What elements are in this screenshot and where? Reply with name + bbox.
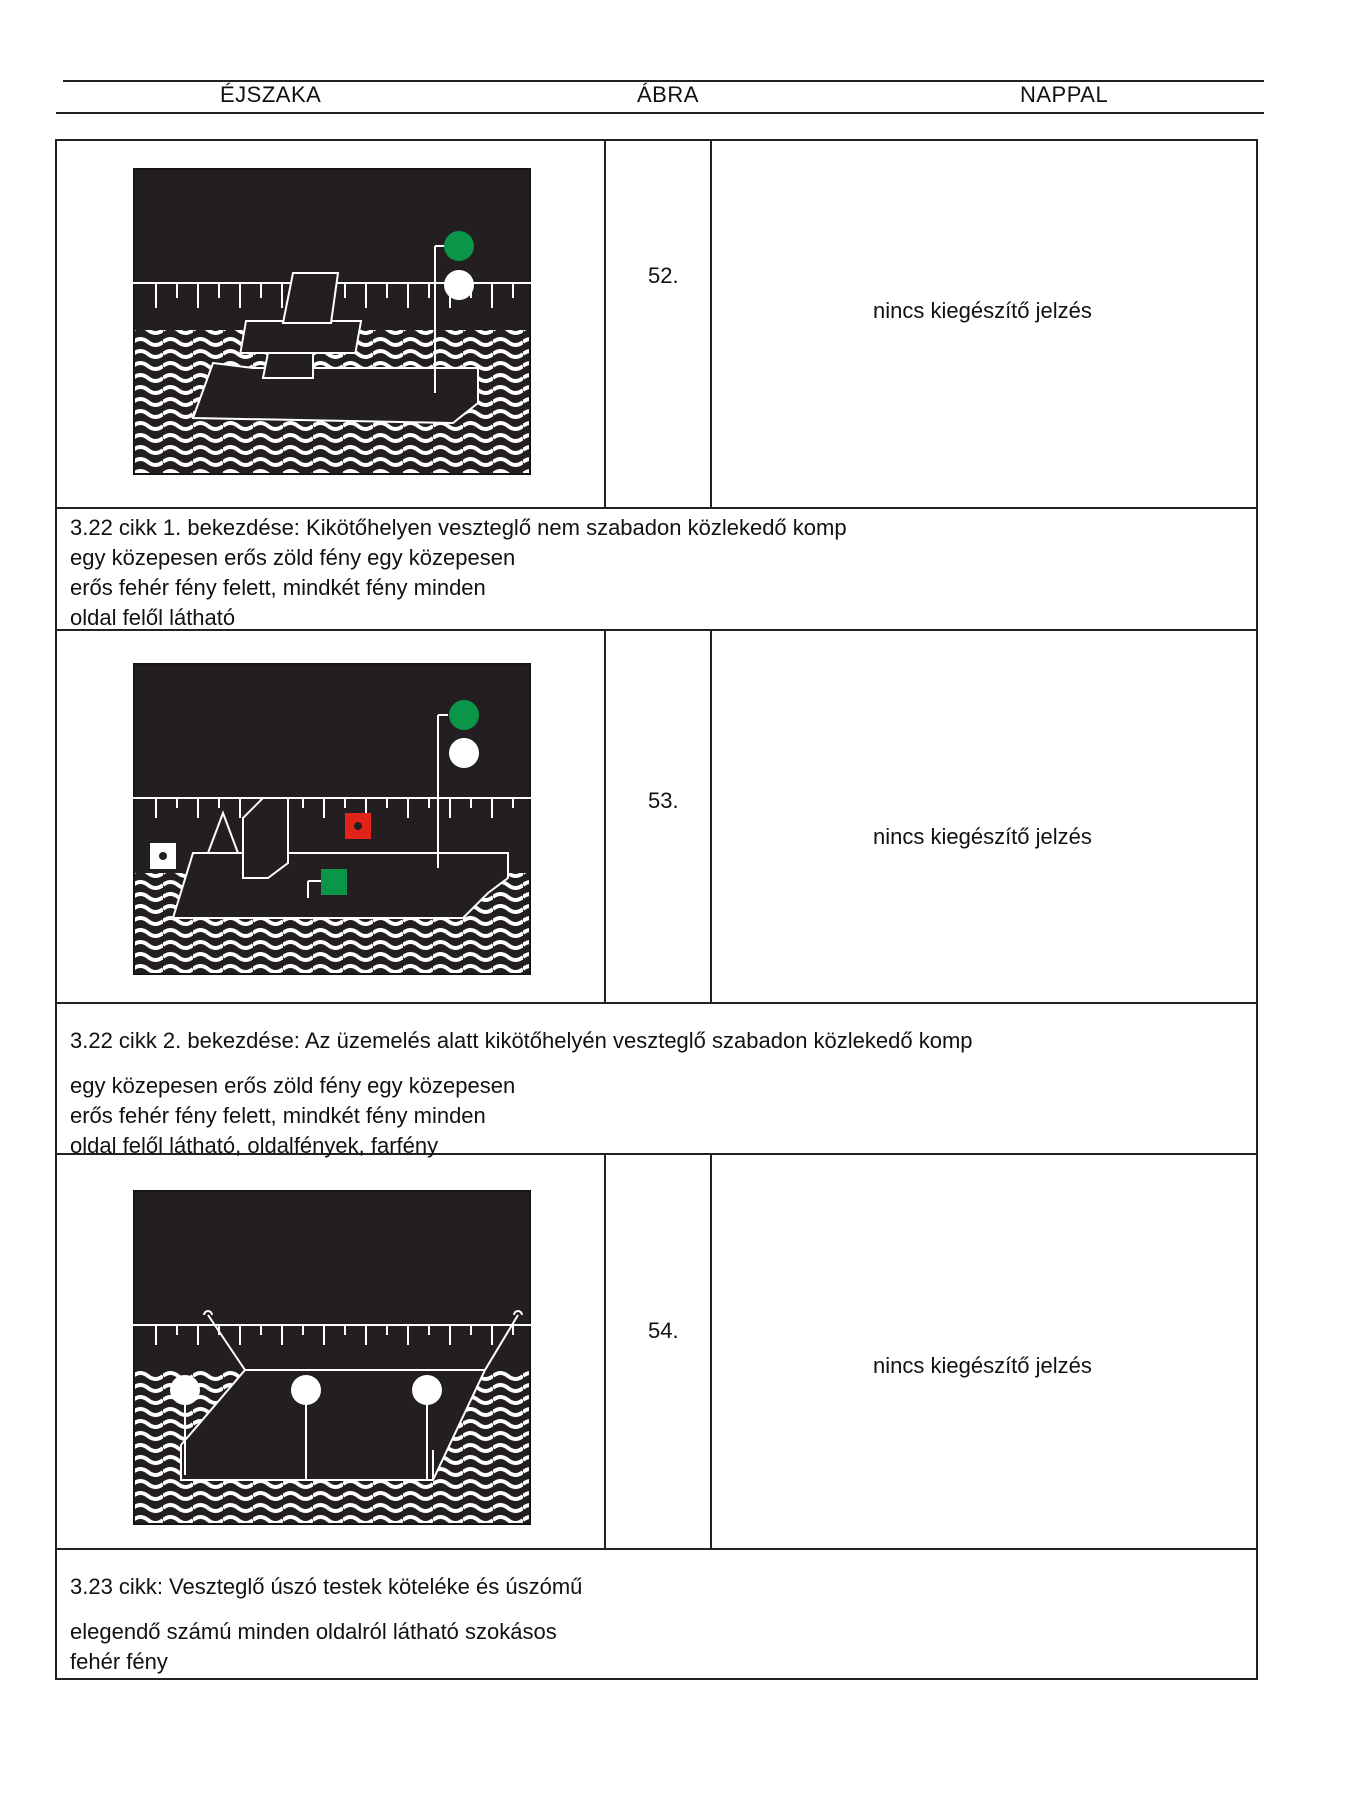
description-line: egy közepesen erős zöld fény egy közepesen bbox=[70, 1073, 516, 1098]
description-line: fehér fény bbox=[70, 1649, 168, 1674]
moored-ferry-not-free-moving-icon bbox=[133, 168, 531, 475]
night-figure-52 bbox=[133, 168, 531, 475]
column-divider bbox=[710, 1153, 712, 1549]
description-line: elegendő számú minden oldalról látható szokásos bbox=[70, 1619, 557, 1644]
row-divider bbox=[55, 507, 1258, 509]
column-divider bbox=[604, 139, 606, 508]
description-line: oldal felől látható bbox=[70, 605, 236, 630]
article-title-54: 3.23 cikk: Veszteglő úszó testek köteléke és úszómű bbox=[70, 1574, 583, 1599]
column-divider bbox=[604, 1153, 606, 1549]
column-header-day: NAPPAL bbox=[1020, 82, 1109, 107]
column-divider bbox=[604, 629, 606, 1003]
article-title-52: 3.22 cikk 1. bekezdése: Kikötőhelyen veszteglő nem szabadon közlekedő komp bbox=[70, 515, 847, 540]
description-line: egy közepesen erős zöld fény egy közepesen bbox=[70, 545, 516, 570]
night-figure-54 bbox=[133, 1190, 531, 1525]
description-line: erős fehér fény felett, mindkét fény minden bbox=[70, 575, 486, 600]
figure-number-54: 54. bbox=[648, 1318, 679, 1343]
description-line: erős fehér fény felett, mindkét fény minden bbox=[70, 1103, 486, 1128]
day-signal-text-52: nincs kiegészítő jelzés bbox=[873, 298, 1092, 323]
day-signal-text-53: nincs kiegészítő jelzés bbox=[873, 824, 1092, 849]
description-54 bbox=[70, 1572, 1240, 1677]
article-title-53: 3.22 cikk 2. bekezdése: Az üzemelés alatt kikötőhelyén veszteglő szabadon közlekedő komp bbox=[70, 1028, 973, 1053]
moored-free-moving-ferry-in-service-icon bbox=[133, 663, 531, 975]
column-divider bbox=[710, 629, 712, 1003]
column-divider bbox=[710, 139, 712, 508]
figure-number-53: 53. bbox=[648, 788, 679, 813]
column-header-night: ÉJSZAKA bbox=[220, 82, 322, 107]
header-bottom-rule bbox=[56, 112, 1264, 114]
description-line: oldal felől látható, oldalfények, farfény bbox=[70, 1133, 439, 1158]
row-divider bbox=[55, 1548, 1258, 1550]
column-header-figure: ÁBRA bbox=[637, 82, 699, 107]
moored-floating-assembly-icon bbox=[133, 1190, 531, 1525]
night-figure-53 bbox=[133, 663, 531, 975]
description-52 bbox=[70, 513, 1240, 633]
row-divider bbox=[55, 1002, 1258, 1004]
day-signal-text-54: nincs kiegészítő jelzés bbox=[873, 1353, 1092, 1378]
description-53 bbox=[70, 1026, 1240, 1161]
figure-number-52: 52. bbox=[648, 263, 679, 288]
